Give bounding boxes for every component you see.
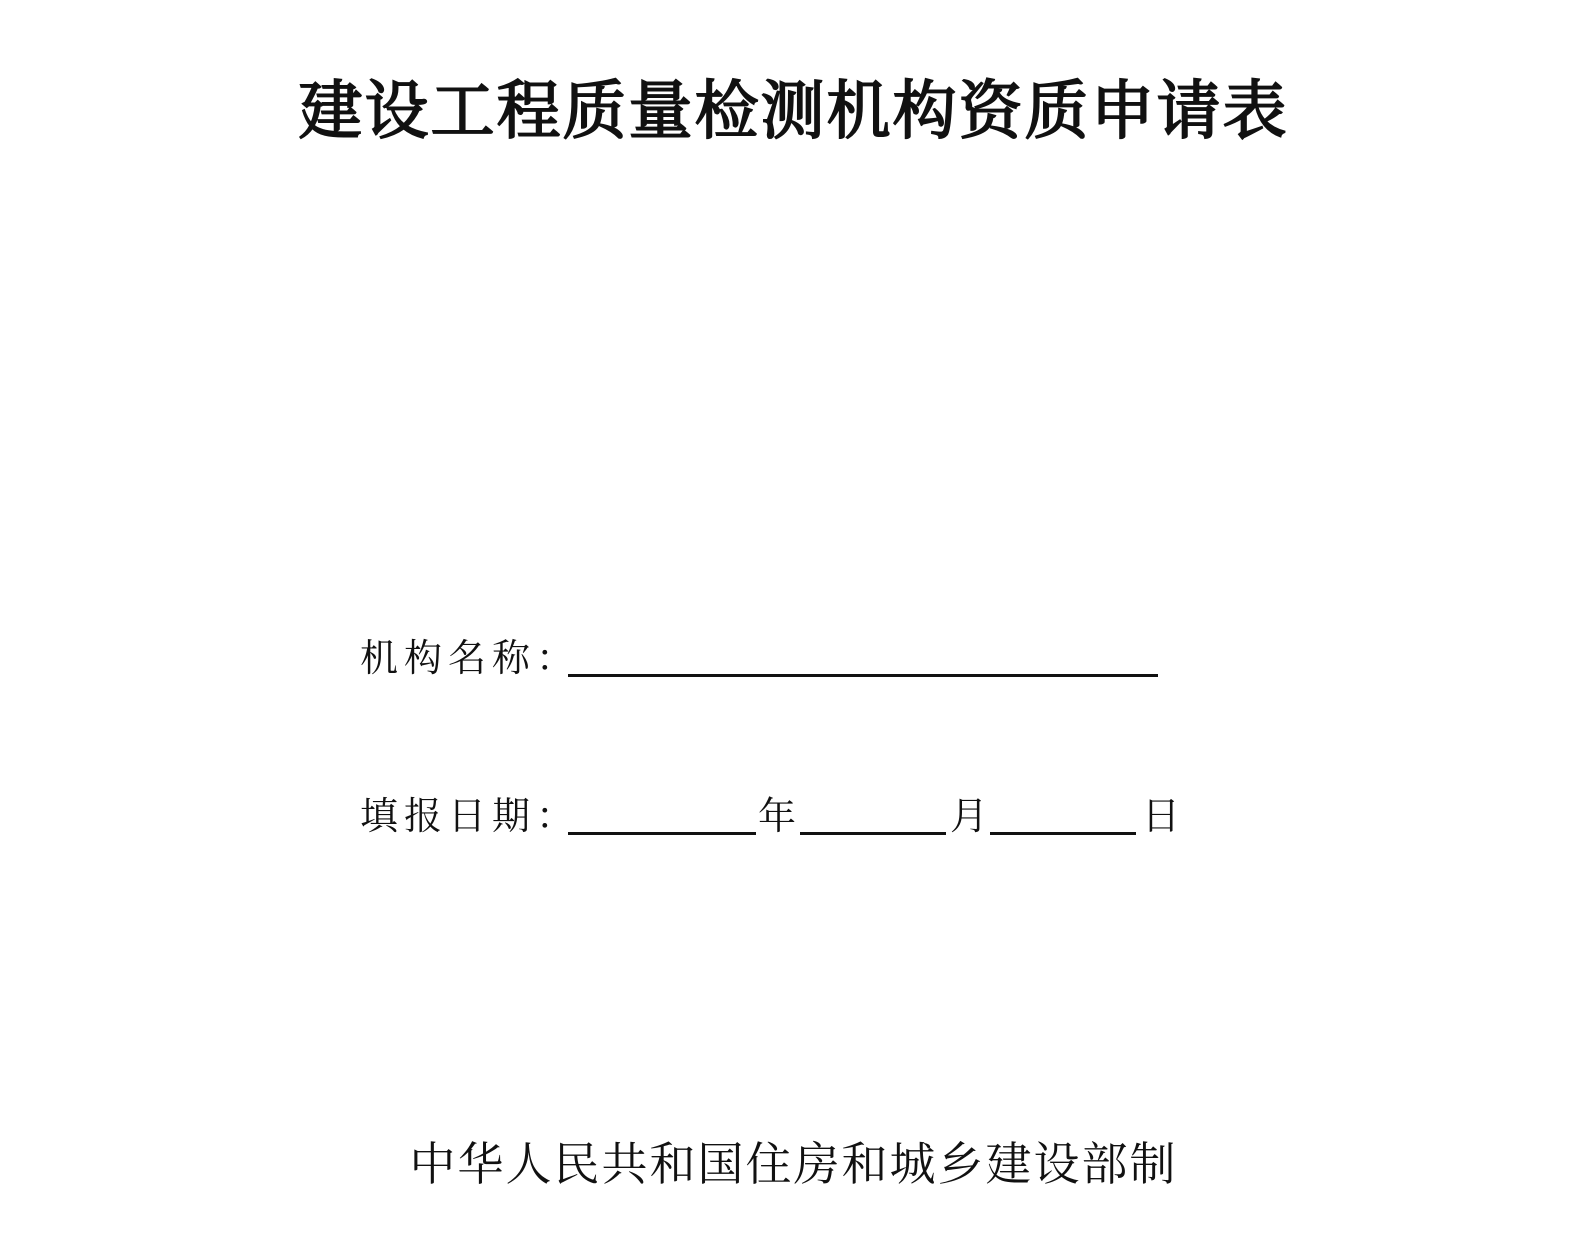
org-name-label: 机构名称： xyxy=(360,636,581,680)
year-field[interactable] xyxy=(568,832,756,835)
issuing-authority: 中华人民共和国住房和城乡建设部制 xyxy=(409,1137,1178,1191)
month-field[interactable] xyxy=(800,832,946,835)
fill-date-label: 填报日期： xyxy=(360,794,581,838)
year-unit: 年 xyxy=(758,794,803,838)
org-name-field[interactable] xyxy=(568,674,1158,677)
day-unit: 日 xyxy=(1142,794,1187,838)
day-field[interactable] xyxy=(990,832,1136,835)
document-title: 建设工程质量检测机构资质申请表 xyxy=(298,75,1289,149)
month-unit: 月 xyxy=(950,794,995,838)
